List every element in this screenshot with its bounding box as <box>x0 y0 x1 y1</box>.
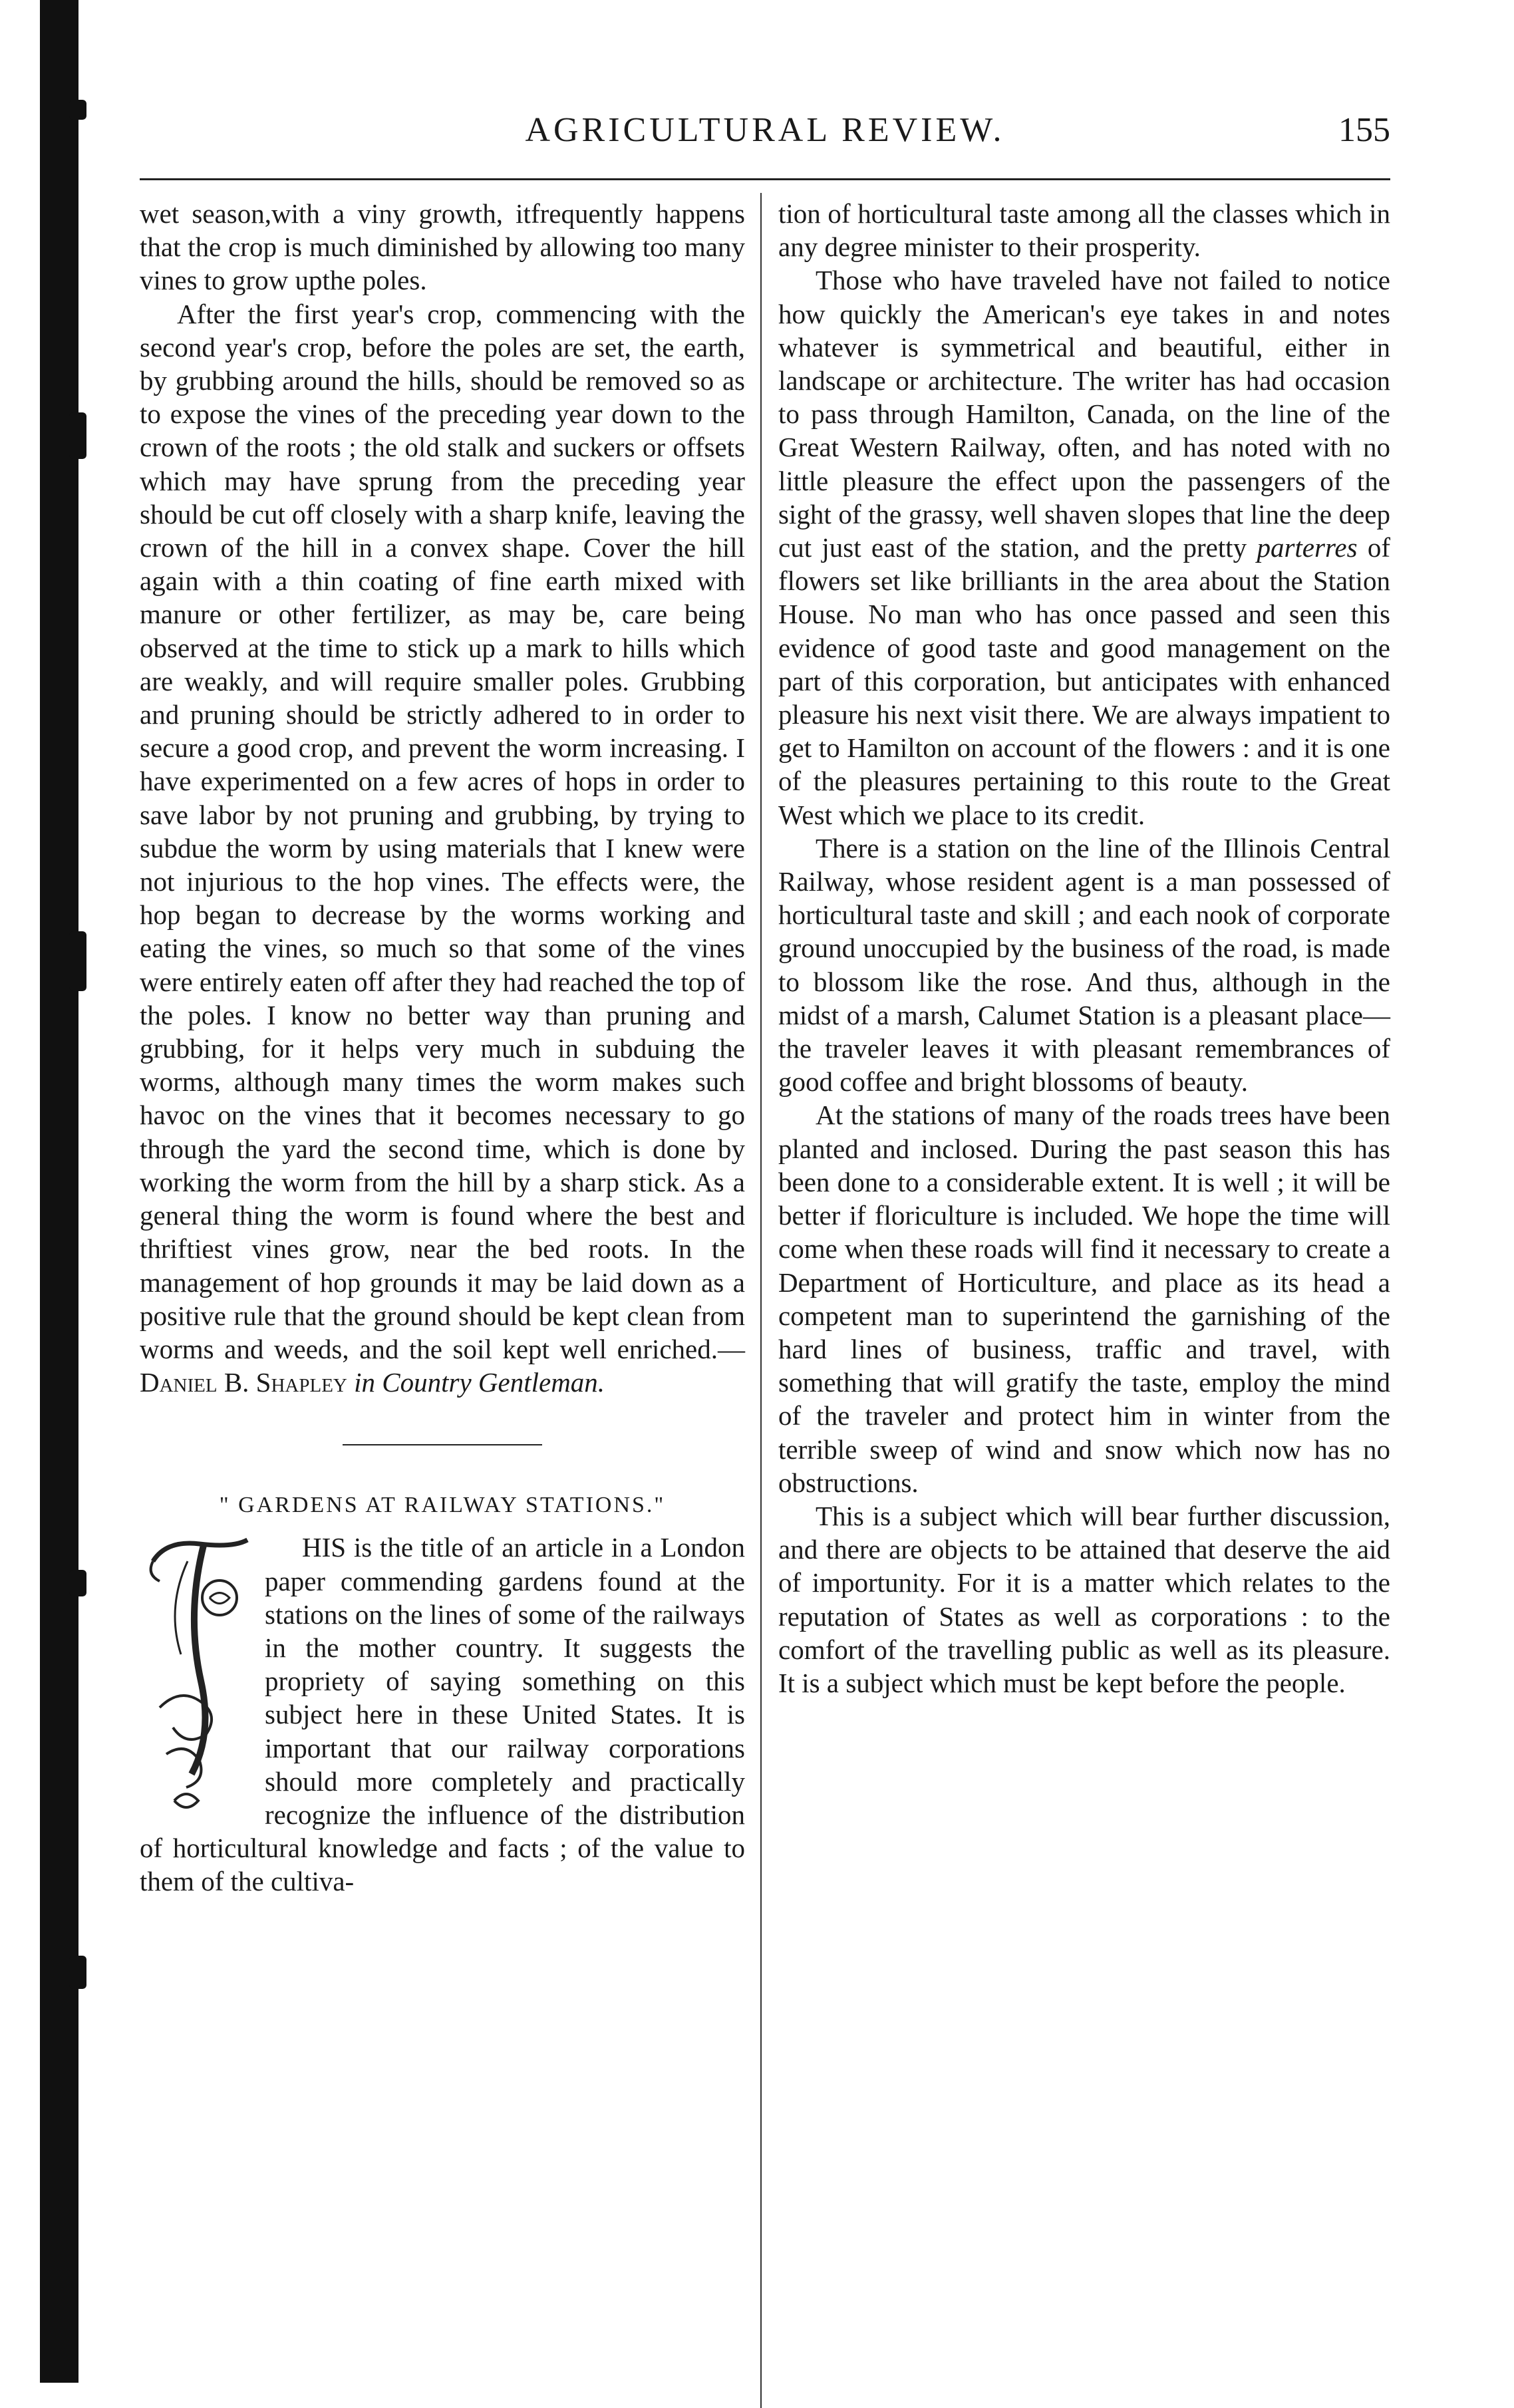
header-rule <box>140 178 1390 180</box>
paragraph <box>140 1531 745 1898</box>
author-signature: Daniel B. Shapley <box>140 1367 347 1398</box>
paragraph <box>778 263 1390 831</box>
article-title: " GARDENS AT RAILWAY STATIONS." <box>219 1493 666 1518</box>
column-divider <box>760 193 762 2408</box>
binding-speck <box>69 931 86 991</box>
paragraph <box>140 297 745 1400</box>
binding-speck <box>69 1570 86 1596</box>
paragraph: At the stations of many of the roads trees have been planted and inclosed. During the past season this has been done to a considerable extent. It is well ; it will be better if floriculture is included. We hope the time will come when these roads will find it necessary to create a Department of Horticulture, and place as its head a competent man to superintend the garnishing of the hard lines of business, traffic and travel, with something that will gratify the taste, employ the mind of the traveler and protect him in winter from the terrible sweep of wind and snow which now has no obstructions. <box>778 1100 1390 1498</box>
paragraph: There is a station on the line of the Illinois Central Railway, whose resident agent is a man possessed of horticultural taste and skill ; and each nook of corporate ground unoccupied by the business of the road, is made to blossom like the rose. And thus, although in the midst of a marsh, Calumet Station is a pleasant place—the traveler leaves it with pleasant remembrances of good coffee and bright blossoms of beauty. <box>778 832 1390 1098</box>
paragraph: This is a subject which will bear further discussion, and there are objects to be attained that deserve the aid of importunity. For it is a matter which relates to the reputation of States as well as corporations : to the comfort of the travelling public as well as its pleasure. It is a subject which must be kept before the people. <box>778 1500 1390 1698</box>
binding-speck <box>69 100 86 120</box>
paragraph-text: Those who have traveled have not failed to notice how quickly the American's eye takes in and notes whatever is symmetrical and beautiful, either in landscape or architecture. The writer has had occasion to pass through Hamilton, Canada, on the line of the Great Western Railway, often, and has noted with no little pleasure the effect upon the passengers of the sight of the grassy, well shaven slopes that line the deep cut just east of the station, and the pretty <box>778 265 1390 563</box>
paragraph-text: After the first year's crop, commencing with the second year's crop, before the poles are set, the earth, by grubbing around the hills, should be removed so as to expose the vines of the preceding year down to the crown of the roots ; the old stalk and suckers or offsets which may have sprung from the preceding year should be cut off closely with a sharp knife, leaving the crown of the hill in a convex shape. Cover the hill again with a thin coating of fine earth mixed with manure or other fertilizer, as may be, care being observed at the time to stick up a mark to hills which are weakly, and will require smaller poles. Grubbing and pruning should be strictly adhered to in order to secure a good crop, and prevent the worm increasing. I have experimented on a few acres of hops in order to save labor by not pruning and grubbing, by trying to subdue the worm by using materials that I knew were not injurious to the hop vines. The effects were, the hop began to decrease by the worms working and eating the vines, so much so that some of the vines were entirely eaten off after they had reached the top of the poles. I know no better way than pruning and grubbing, for it helps very much in subduing the worms, although many times the worm makes such havoc on the vines that it becomes necessary to go through the yard the second time, which is done by working the worm from the hill by a sharp stick. As a general thing the worm is found where the best and thriftiest vines grow, near the bed roots. In the management of hop grounds it may be laid down as a positive rule that the ground should be kept clean from worms and weeds, and the soil kept well enriched.— <box>140 298 745 1364</box>
left-column <box>140 197 745 1898</box>
section-rule <box>343 1444 542 1445</box>
page-header <box>140 113 1390 173</box>
binding-speck <box>69 1956 86 1989</box>
source-citation: in Country Gentleman. <box>354 1367 605 1398</box>
running-head: AGRICULTURAL REVIEW. <box>525 111 1005 149</box>
italic-term: parterres <box>1257 532 1358 563</box>
dropcap-letter <box>158 1535 284 1668</box>
right-column <box>778 197 1390 1700</box>
binding-speck <box>69 412 86 459</box>
book-binding-edge <box>40 0 78 2383</box>
paragraph-text: of flowers set like brilliants in the area about the Station House. No man who has once passed and seen this evidence of good taste and good management on the part of this corporation, but anticipates with enhanced pleasure his next visit there. We are always impatient to get to Hamilton on account of the flowers : and it is one of the pleasures pertaining to this route to the Great West which we place to its credit. <box>778 532 1390 830</box>
page-number: 155 <box>1338 111 1390 149</box>
paragraph-text: HIS is the title of an article in a London paper commending gardens found at the stations on the lines of some of the railways in the mother country. It suggests the propriety of saying something on this subject here in these United States. It is important that our railway corporations should more completely and practically recognize the influence of the distribution of horticultural knowledge and facts ; of the value to them of the cultiva- <box>140 1532 745 1897</box>
paragraph: tion of horticultural taste among all the classes which in any degree minister to their prosperity. <box>778 198 1390 263</box>
ornamental-dropcap <box>140 1535 254 1826</box>
paragraph: wet season,with a viny growth, itfrequently happens that the crop is much diminished by allowing too many vines to grow upthe poles. <box>140 198 745 296</box>
